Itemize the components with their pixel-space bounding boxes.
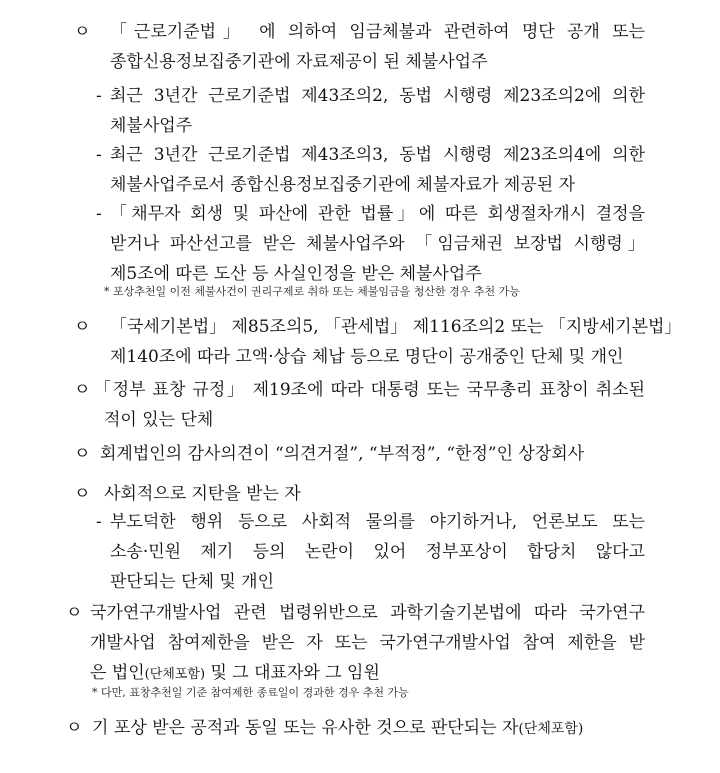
bullet-icon: ㅇ bbox=[66, 718, 83, 738]
sub-1-1-line-2: 체불사업주 bbox=[110, 116, 193, 136]
dash-icon: - bbox=[96, 145, 102, 165]
sub-item bbox=[110, 507, 645, 597]
footnote: * 다만, 표창추천일 기준 참여제한 종료일이 경과한 경우 추천 가능 bbox=[92, 686, 409, 699]
list-item bbox=[110, 312, 682, 372]
dash-icon: - bbox=[96, 204, 102, 224]
list-item bbox=[104, 479, 644, 509]
item-6-line-3-text: 은 법인 bbox=[90, 663, 145, 683]
sub-item bbox=[110, 81, 645, 141]
sub-item bbox=[110, 199, 645, 289]
item-6-paren: (단체포함) bbox=[144, 667, 206, 682]
sub-1-2-line-1: 최근 3년간 근로기준법 제43조의3, 동법 시행령 제23조의4에 의한 bbox=[110, 145, 645, 165]
sub-1-3-line-3: 제5조에 따른 도산 등 사실인정을 받은 체불사업주 bbox=[110, 264, 482, 284]
item-3-line-2: 적이 있는 단체 bbox=[104, 410, 214, 430]
bullet-icon: ㅇ bbox=[74, 22, 91, 42]
list-item bbox=[92, 713, 647, 744]
item-4-line-1: 회계법인의 감사의견이 “의견거절”, “부적정”, “한정”인 상장회사 bbox=[100, 444, 585, 464]
sub-1-3-line-2: 받거나 파산선고를 받은 체불사업주와 「임금채권 보장법 시행령」 bbox=[110, 234, 645, 254]
item-7-line-1 bbox=[92, 713, 647, 744]
item-2-line-2: 제140조에 따라 고액·상습 체납 등으로 명단이 공개중인 단체 및 개인 bbox=[110, 347, 624, 367]
bullet-icon: ㅇ bbox=[74, 444, 91, 464]
list-item bbox=[100, 439, 645, 469]
sub-5-1-line-2: 소송·민원 제기 등의 논란이 있어 정부포상이 합당치 않다고 bbox=[110, 542, 645, 562]
item-5-line-1: 사회적으로 지탄을 받는 자 bbox=[104, 484, 301, 504]
item-2-line-1: 「국세기본법」 제85조의5, 「관세법」 제116조의2 또는 「지방세기본법」 bbox=[110, 317, 682, 337]
bullet-icon: ㅇ bbox=[74, 484, 91, 504]
sub-5-1-line-3: 판단되는 단체 및 개인 bbox=[110, 572, 275, 592]
item-6-line-3-tail: 및 그 대표자와 그 임원 bbox=[205, 663, 380, 683]
item-1-line-2: 종합신용정보집중기관에 자료제공이 된 체불사업주 bbox=[110, 52, 488, 72]
list-item bbox=[94, 375, 645, 435]
dash-icon: - bbox=[96, 86, 102, 106]
item-1-line-1: 「근로기준법」 에 의하여 임금체불과 관련하여 명단 공개 또는 bbox=[110, 22, 645, 42]
footnote: * 포상추천일 이전 체불사건이 권리구제로 취하 또는 체불임금을 청산한 경우 추천 가능 bbox=[104, 285, 520, 298]
bullet-icon: ㅇ bbox=[74, 317, 91, 337]
bullet-icon: ㅇ bbox=[66, 603, 83, 623]
item-6-line-1: 국가연구개발사업 관련 법령위반으로 과학기술기본법에 따라 국가연구 bbox=[90, 603, 645, 623]
sub-1-2-line-2: 체불사업주로서 종합신용정보집중기관에 체불자료가 제공된 자 bbox=[110, 175, 576, 195]
dash-icon: - bbox=[96, 512, 102, 532]
sub-1-1-line-1: 최근 3년간 근로기준법 제43조의2, 동법 시행령 제23조의2에 의한 bbox=[110, 86, 645, 106]
list-item bbox=[90, 598, 645, 690]
bullet-icon: ㅇ bbox=[74, 380, 91, 400]
item-6-line-2: 개발사업 참여제한을 받은 자 또는 국가연구개발사업 참여 제한을 받 bbox=[90, 633, 645, 653]
sub-5-1-line-1: 부도덕한 행위 등으로 사회적 물의를 야기하거나, 언론보도 또는 bbox=[110, 512, 645, 532]
item-7-text: 기 포상 받은 공적과 동일 또는 유사한 것으로 판단되는 자 bbox=[92, 718, 519, 738]
item-7-paren: (단체포함) bbox=[518, 721, 584, 737]
list-item bbox=[110, 17, 645, 77]
sub-item bbox=[110, 140, 645, 200]
item-3-line-1: 「정부 표창 규정」 제19조에 따라 대통령 또는 국무총리 표창이 취소된 bbox=[94, 380, 645, 400]
sub-1-3-line-1: 「채무자 회생 및 파산에 관한 법률」에 따른 회생절차개시 결정을 bbox=[110, 204, 645, 224]
